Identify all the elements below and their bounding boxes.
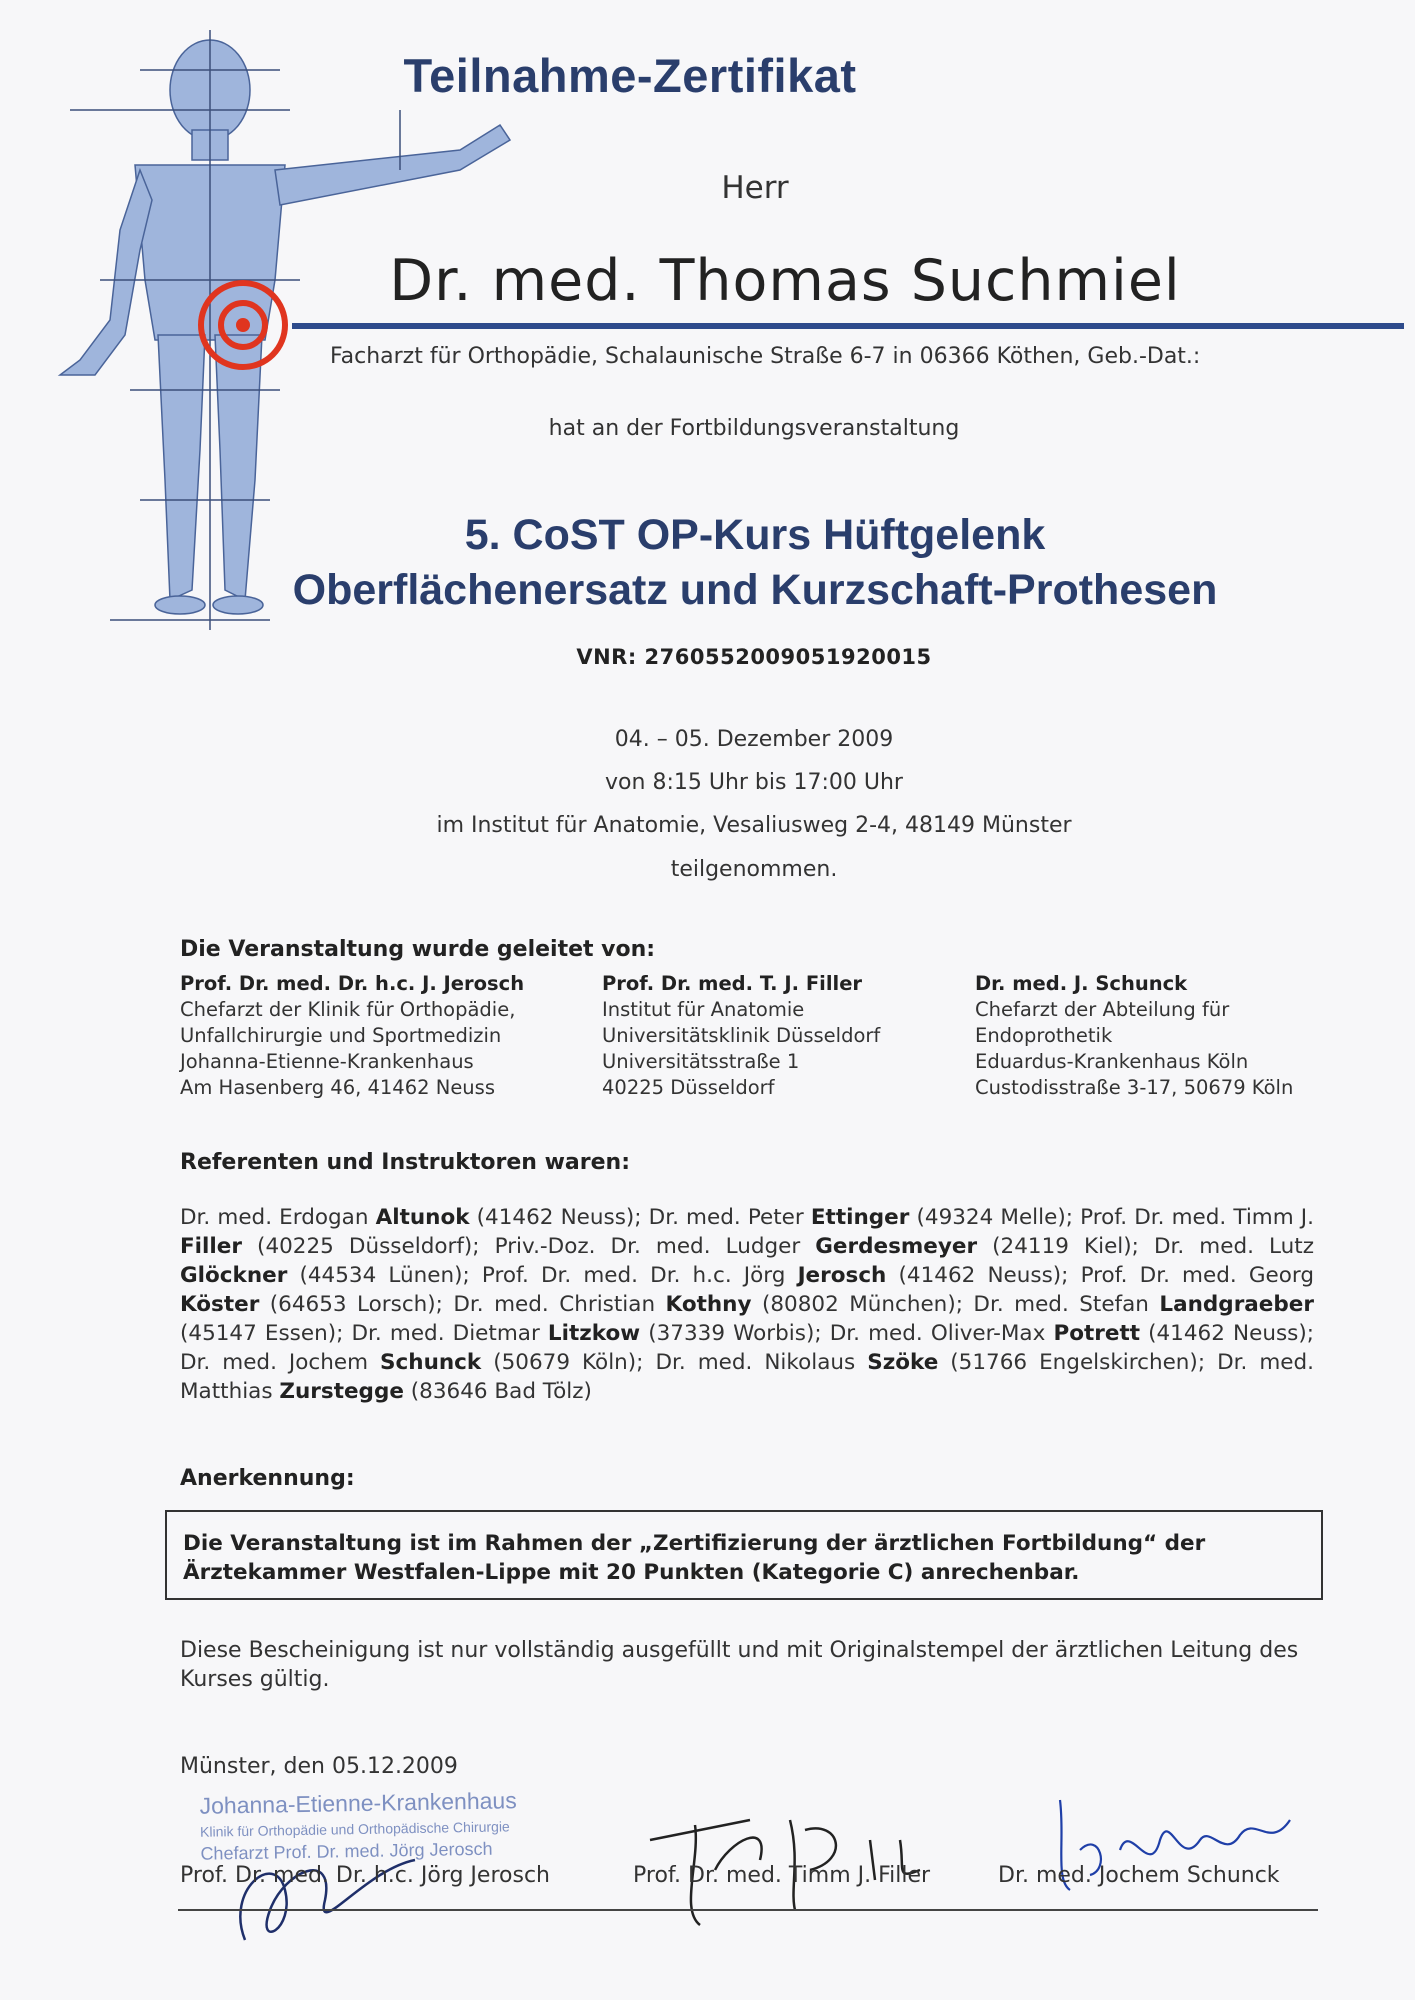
leader-line: Custodisstraße 3-17, 50679 Köln bbox=[975, 1076, 1294, 1099]
referent-surname: Litzkow bbox=[547, 1321, 641, 1346]
referent-entry: Dr. med. Peter Ettinger (49324 Melle); bbox=[648, 1205, 1081, 1230]
referent-entry: Dr. med. Lutz Glöckner (44534 Lünen); bbox=[180, 1234, 1314, 1288]
referent-entry: Dr. med. Stefan Landgraeber (45147 Essen); bbox=[180, 1292, 1314, 1346]
referent-entry: Dr. med. Nikolaus Szöke (51766 Engelskirchen); bbox=[655, 1350, 1218, 1375]
leader-name: Prof. Dr. med. T. J. Filler bbox=[602, 972, 863, 995]
referent-entry: Prof. Dr. med. Georg Köster (64653 Lorsch); bbox=[180, 1263, 1314, 1317]
referent-surname: Altunok bbox=[375, 1205, 470, 1230]
recognition-heading: Anerkennung: bbox=[180, 1466, 355, 1491]
leader-line: Chefarzt der Klinik für Orthopädie, bbox=[180, 998, 516, 1021]
stamp-line-2: Klinik für Orthopädie und Orthopädische Chirurgie bbox=[199, 1818, 510, 1840]
referent-entry: Dr. med. Jochem Schunck (50679 Köln); bbox=[180, 1350, 656, 1375]
leader-line: Unfallchirurgie und Sportmedizin bbox=[180, 1024, 502, 1047]
leader-block bbox=[602, 971, 880, 1101]
referent-surname: Köster bbox=[180, 1292, 260, 1317]
divider-line bbox=[292, 323, 1404, 329]
leader-line: Universitätsklinik Düsseldorf bbox=[602, 1024, 881, 1047]
referent-surname: Schunck bbox=[380, 1350, 482, 1375]
stamp-line-3: Chefarzt Prof. Dr. med. Jörg Jerosch bbox=[200, 1838, 493, 1864]
recognition-box: Die Veranstaltung ist im Rahmen der „Zertifizierung der ärztlichen Fortbildung“ der Ärztekammer Westfalen-Lippe mit 20 Punkten (Kategorie C) anrechenbar. bbox=[165, 1510, 1323, 1600]
referent-entry: Dr. med. Christian Kothny (80802 München); bbox=[453, 1292, 974, 1317]
referent-surname: Filler bbox=[180, 1234, 242, 1259]
stamp-line-1: Johanna-Etienne-Krankenhaus bbox=[199, 1787, 517, 1819]
leader-line: Universitätsstraße 1 bbox=[602, 1050, 800, 1073]
referent-entry: Prof. Dr. med. Dr. h.c. Jörg Jerosch (41462 Neuss); bbox=[481, 1263, 1081, 1288]
course-title-line-2: Oberflächenersatz und Kurzschaft-Prothesen bbox=[292, 566, 1218, 614]
referents-list bbox=[180, 1203, 1314, 1406]
leader-line: Institut für Anatomie bbox=[602, 998, 805, 1021]
signer-name: Dr. med. Jochem Schunck bbox=[998, 1863, 1280, 1888]
course-title bbox=[0, 508, 1415, 618]
course-times: von 8:15 Uhr bis 17:00 Uhr bbox=[605, 770, 903, 795]
course-location: im Institut für Anatomie, Vesaliusweg 2-4, 48149 Münster bbox=[436, 813, 1072, 838]
vnr-number: VNR: 2760552009051920015 bbox=[576, 645, 932, 669]
leader-line: Am Hasenberg 46, 41462 Neuss bbox=[180, 1076, 495, 1099]
referents-heading: Referenten und Instruktoren waren: bbox=[180, 1150, 631, 1175]
referent-surname: Glöckner bbox=[180, 1263, 288, 1288]
leader-line: 40225 Düsseldorf bbox=[602, 1076, 775, 1099]
leader-block bbox=[180, 971, 524, 1101]
referent-surname: Jerosch bbox=[797, 1263, 887, 1288]
signature-line bbox=[178, 1909, 1318, 1911]
salutation: Herr bbox=[721, 170, 789, 206]
referent-entry: Priv.-Doz. Dr. med. Ludger Gerdesmeyer (24119 Kiel); bbox=[494, 1234, 1154, 1259]
recipient-name: Dr. med. Thomas Suchmiel bbox=[389, 248, 1181, 314]
signature-jerosch-icon bbox=[215, 1830, 435, 1960]
signer-name: Prof. Dr. med. Dr. h.c. Jörg Jerosch bbox=[180, 1863, 550, 1888]
leader-name: Prof. Dr. med. Dr. h.c. J. Jerosch bbox=[180, 972, 525, 995]
leadership-heading: Die Veranstaltung wurde geleitet von: bbox=[180, 937, 656, 962]
validity-note: Diese Bescheinigung ist nur vollständig ausgefüllt und mit Originalstempel der ärztlichen Leitung des Kurses gültig. bbox=[180, 1638, 1299, 1692]
certificate-title: Teilnahme-Zertifikat bbox=[403, 49, 857, 102]
referent-entry: Dr. med. Matthias Zurstegge (83646 Bad Tölz) bbox=[180, 1350, 1314, 1404]
referent-surname: Landgraeber bbox=[1159, 1292, 1314, 1317]
referent-entry: Dr. med. Dietmar Litzkow (37339 Worbis); bbox=[351, 1321, 830, 1346]
referent-entry: Dr. med. Oliver-Max Potrett (41462 Neuss); bbox=[829, 1321, 1314, 1346]
referent-surname: Szöke bbox=[867, 1350, 939, 1375]
signer-name: Prof. Dr. med. Timm J. Filler bbox=[633, 1863, 931, 1888]
leader-line: Chefarzt der Abteilung für bbox=[975, 998, 1230, 1021]
leader-block bbox=[975, 971, 1293, 1101]
leader-line: Eduardus-Krankenhaus Köln bbox=[975, 1050, 1249, 1073]
leader-name: Dr. med. J. Schunck bbox=[975, 972, 1188, 995]
referent-surname: Ettinger bbox=[810, 1205, 910, 1230]
referent-entry: Dr. med. Erdogan Altunok (41462 Neuss); bbox=[180, 1205, 649, 1230]
referent-surname: Gerdesmeyer bbox=[815, 1234, 978, 1259]
referent-entry: Prof. Dr. med. Timm J. Filler (40225 Düsseldorf); bbox=[180, 1205, 1314, 1259]
referent-surname: Potrett bbox=[1053, 1321, 1140, 1346]
participated-text: teilgenommen. bbox=[670, 857, 838, 882]
referent-surname: Zurstegge bbox=[279, 1379, 404, 1404]
recipient-details: Facharzt für Orthopädie, Schalaunische Straße 6-7 in 06366 Köthen, Geb.-Dat.: bbox=[330, 344, 1201, 369]
referent-surname: Kothny bbox=[665, 1292, 752, 1317]
place-date: Münster, den 05.12.2009 bbox=[180, 1754, 458, 1779]
leader-line: Johanna-Etienne-Krankenhaus bbox=[180, 1050, 474, 1073]
leader-line: Endoprothetik bbox=[975, 1024, 1113, 1047]
course-title-line-1: 5. CoST OP-Kurs Hüftgelenk bbox=[464, 511, 1046, 559]
participation-line: hat an der Fortbildungsveranstaltung bbox=[548, 416, 960, 441]
course-dates: 04. – 05. Dezember 2009 bbox=[614, 727, 894, 752]
